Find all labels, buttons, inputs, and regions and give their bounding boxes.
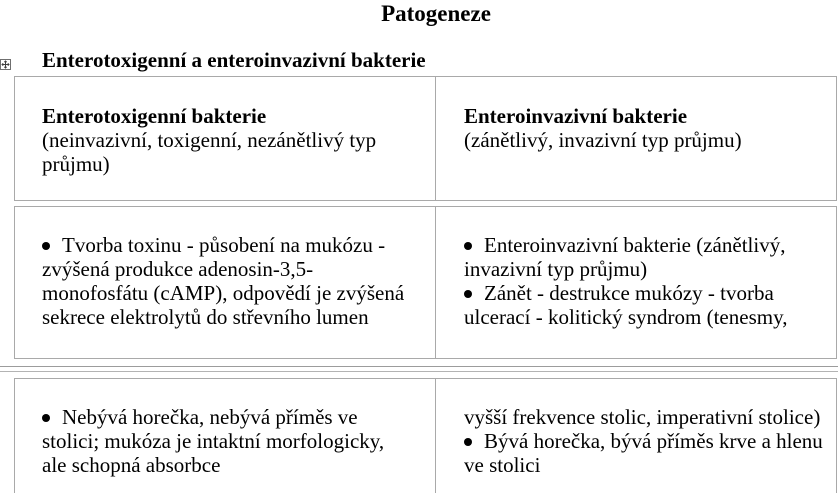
list-item-line [42, 233, 435, 257]
list-item-text: ulcerací - kolitický syndrom (tenesmy, [464, 305, 788, 329]
list-item-text: zvýšená produkce adenosin-3,5- [42, 257, 314, 281]
list-item-text: Enteroinvazivní bakterie (zánětlivý, [484, 233, 786, 257]
table-move-handle-icon[interactable] [0, 57, 11, 68]
table-cell-body-right-page2[interactable] [436, 378, 837, 493]
table-cell-body-right[interactable] [436, 206, 837, 359]
column-heading: Enterotoxigenní bakterie [42, 104, 267, 128]
list-item-text: ve stolici [464, 453, 541, 477]
list-item-text: vyšší frekvence stolic, imperativní stolice) [464, 405, 821, 429]
list-item-text: Bývá horečka, bývá příměs krve a hlenu [484, 429, 823, 453]
list-item-text: Nebývá horečka, nebývá příměs ve [62, 405, 358, 429]
list-item-text: ale schopná absorbce [42, 453, 221, 477]
page-break-divider [0, 366, 838, 372]
table-cell-body-left-page2[interactable] [14, 378, 436, 493]
column-subheading-line: (zánětlivý, invazivní typ průjmu) [464, 128, 742, 152]
bullet-icon [464, 438, 472, 446]
table-cell-header-left[interactable] [14, 76, 436, 201]
list-item-line [464, 429, 836, 453]
column-heading: Enteroinvazivní bakterie [464, 104, 688, 128]
table-cell-body-left[interactable] [14, 206, 436, 359]
list-item-line [464, 233, 836, 257]
list-item-line [464, 281, 836, 305]
list-item-text: sekrece elektrolytů do střevního lumen [42, 305, 369, 329]
list-item-line [42, 405, 435, 429]
bullet-icon [464, 242, 472, 250]
bullet-icon [42, 242, 50, 250]
bullet-icon [464, 290, 472, 298]
list-item-text: monofosfátu (cAMP), odpovědí je zvýšená [42, 281, 405, 305]
column-subheading-line: (neinvazivní, toxigenní, nezánětlivý typ [42, 128, 377, 152]
list-item-text: Tvorba toxinu - působení na mukózu - [62, 233, 386, 257]
list-item-text: stolici; mukóza je intaktní morfologicky, [42, 429, 385, 453]
table-caption: Enterotoxigenní a enteroinvazivní bakterie [42, 48, 426, 72]
table-cell-header-right[interactable] [436, 76, 837, 201]
bullet-icon [42, 414, 50, 422]
page-title: Patogeneze [381, 1, 491, 26]
column-subheading-line: průjmu) [42, 152, 110, 176]
list-item-text: Zánět - destrukce mukózy - tvorba [484, 281, 774, 305]
list-item-text: invazivní typ průjmu) [464, 257, 648, 281]
